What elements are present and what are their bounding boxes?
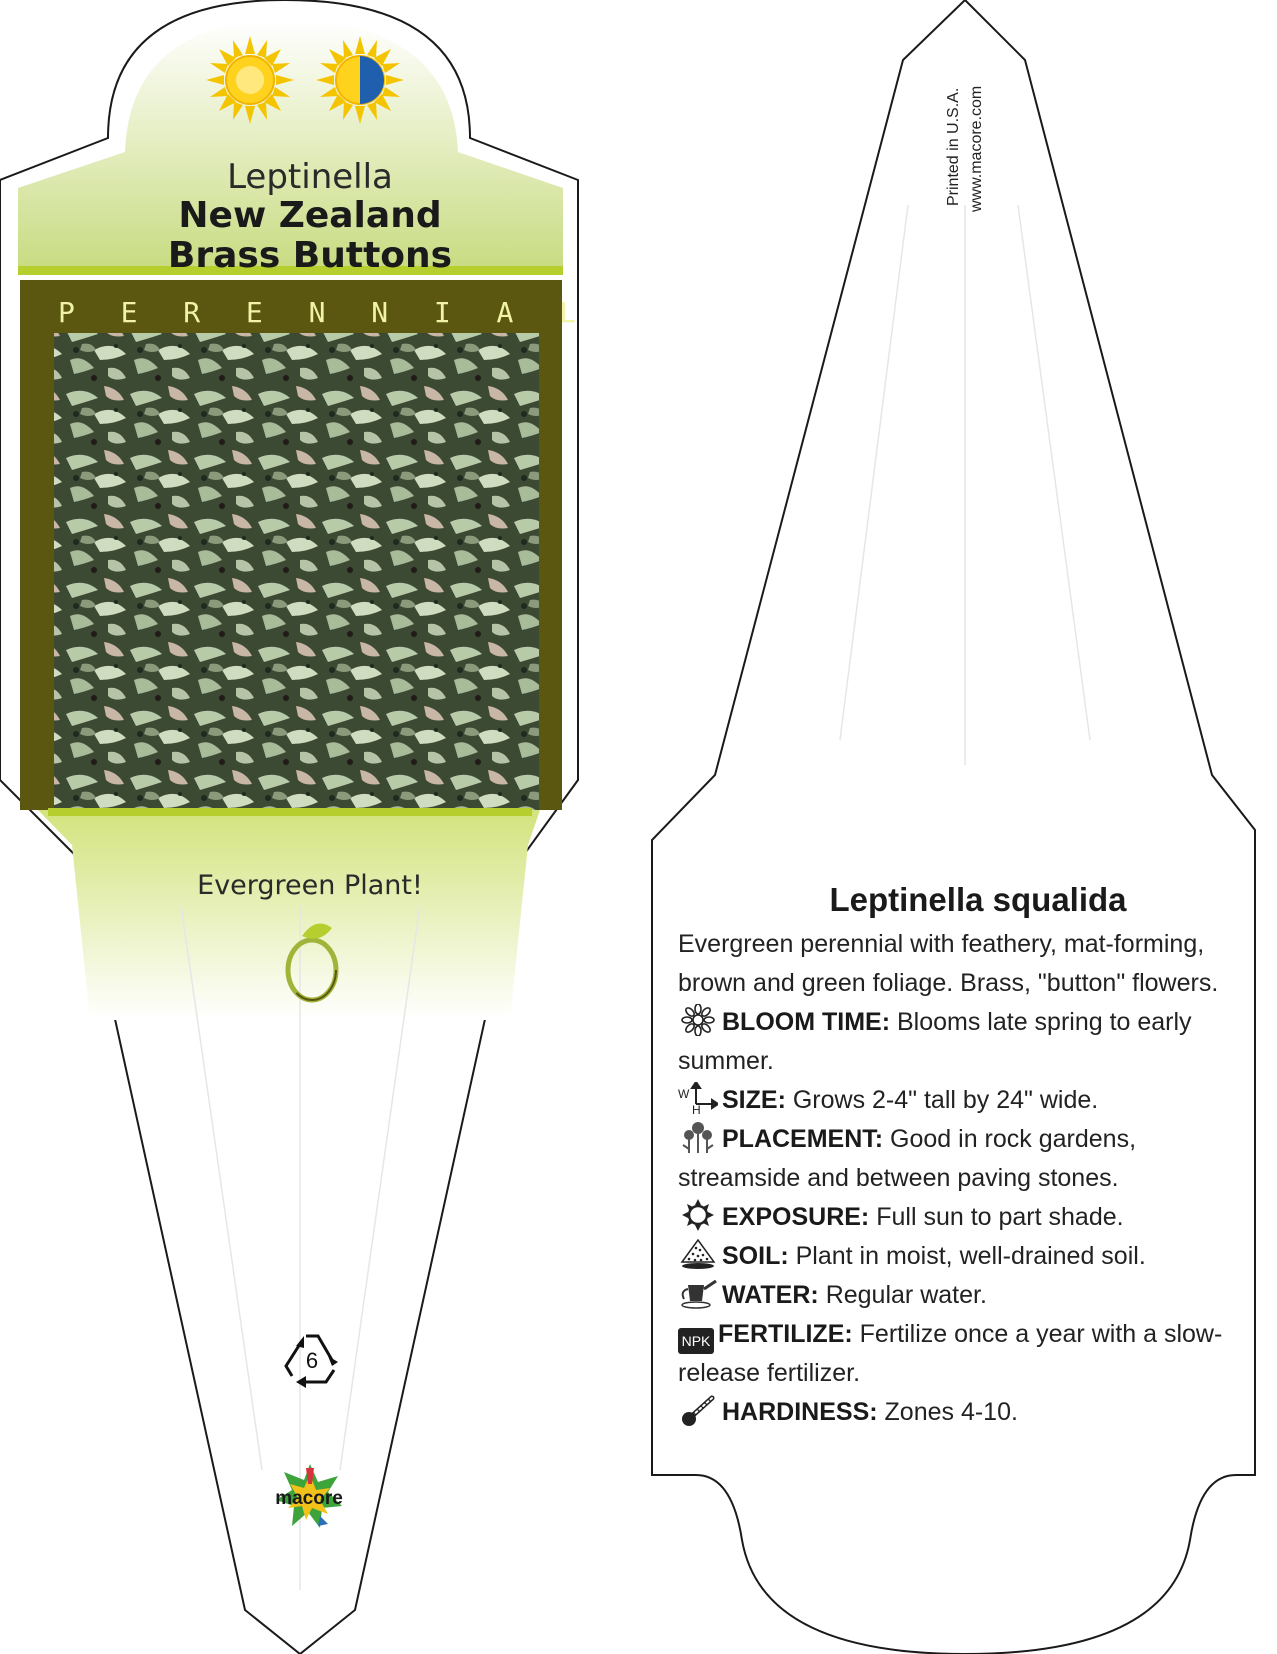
care-info (678, 875, 1238, 1432)
tagline: Evergreen Plant! (197, 870, 423, 901)
hardiness-label: HARDINESS: (722, 1398, 878, 1426)
bloom-time-row (678, 1003, 1238, 1081)
soil-label: SOIL: (722, 1242, 789, 1270)
common-name-line1: New Zealand (178, 195, 442, 236)
recycle-number: 6 (305, 1348, 319, 1373)
plant-type-letter: E (120, 296, 138, 329)
soil-row (678, 1237, 1238, 1276)
water-label: WATER: (722, 1281, 819, 1309)
soil-icon (678, 1238, 718, 1270)
plant-type (58, 296, 576, 329)
hardiness-value: Zones 4-10. (877, 1398, 1018, 1426)
plant-type-letter: L (559, 296, 576, 329)
plant-type-letter: N (308, 296, 326, 329)
soil-value: Plant in moist, well-drained soil. (788, 1242, 1146, 1270)
fertilize-row (678, 1315, 1238, 1393)
exposure-row (678, 1198, 1238, 1237)
placement-row (678, 1120, 1238, 1198)
water-value: Regular water. (818, 1281, 987, 1309)
exposure-label: EXPOSURE: (722, 1203, 870, 1231)
placement-label: PLACEMENT: (722, 1125, 884, 1153)
hardiness-row (678, 1393, 1238, 1432)
description: Evergreen perennial with feathery, mat-forming, brown and green foliage. Brass, "button" flowers. (678, 930, 1219, 997)
website: www.macore.com (968, 85, 985, 212)
size-h-label: H (692, 1103, 701, 1117)
size-value: Grows 2-4" tall by 24" wide. (785, 1086, 1099, 1114)
plant-type-letter: A (496, 296, 514, 329)
bloom-time-value: Blooms late spring to early summer. (678, 1008, 1192, 1075)
fertilize-label: FERTILIZE: (718, 1320, 853, 1348)
genus-name: Leptinella (227, 157, 393, 197)
flower-icon (678, 1004, 718, 1036)
placement-value: Good in rock gardens, streamside and between paving stones. (678, 1125, 1137, 1192)
bloom-time-label: BLOOM TIME: (722, 1008, 891, 1036)
brand-name: macore (275, 1488, 343, 1509)
sun-outline-icon (678, 1199, 718, 1231)
npk-icon: NPK (678, 1328, 714, 1354)
plant-type-letter: E (245, 296, 263, 329)
size-icon (678, 1082, 718, 1117)
plant-type-letter: I (433, 296, 451, 329)
exposure-value: Full sun to part shade. (869, 1203, 1124, 1231)
common-name-line2: Brass Buttons (167, 235, 453, 276)
size-row (678, 1081, 1238, 1120)
water-row (678, 1276, 1238, 1315)
plant-type-letter: P (58, 296, 75, 329)
printed-in: Printed in U.S.A. (945, 87, 962, 206)
placement-icon (678, 1121, 718, 1153)
fertilize-value: Fertilize once a year with a slow-release fertilizer. (678, 1320, 1223, 1387)
plant-type-letter: N (371, 296, 389, 329)
common-name (100, 196, 520, 276)
size-label: SIZE: (722, 1086, 786, 1114)
thermometer-icon (678, 1394, 718, 1426)
size-w-label: W (678, 1087, 690, 1101)
scientific-name: Leptinella squalida (829, 881, 1127, 918)
plant-type-letter: R (183, 296, 201, 329)
watering-can-icon (678, 1277, 718, 1309)
